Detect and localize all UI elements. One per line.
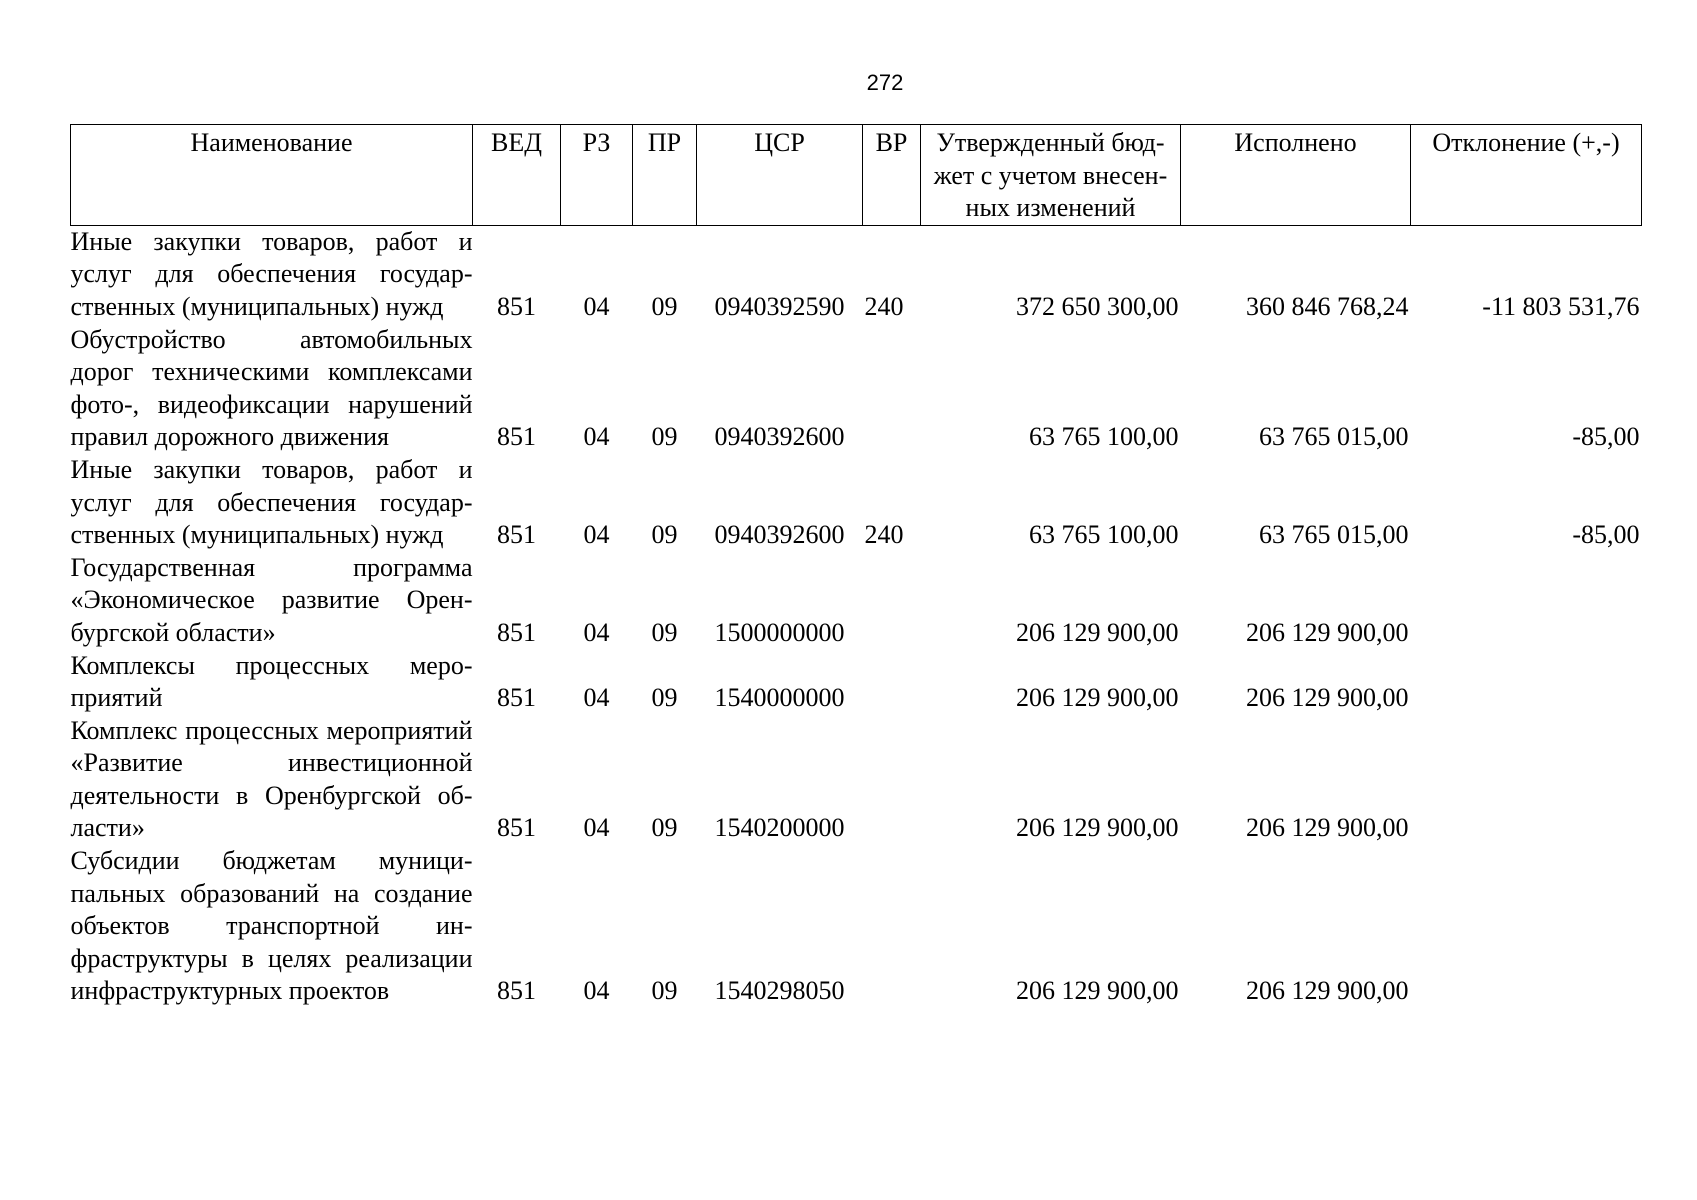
header-name: Наименование: [71, 125, 473, 226]
header-pr: ПР: [633, 125, 697, 226]
row-vr: [863, 650, 921, 715]
row-rz: 04: [583, 683, 610, 713]
row-pr: 09: [651, 976, 678, 1006]
row-deviation: -85,00: [1572, 422, 1640, 452]
row-ved: 851: [497, 291, 536, 321]
row-executed: 206 129 900,00: [1246, 813, 1409, 843]
row-rz: 04: [583, 520, 610, 550]
row-deviation: -11 803 531,76: [1482, 291, 1640, 321]
row-ved: 851: [497, 617, 536, 647]
row-name: Обустройство автомобильных дорог техническими комплексами фото-, видеофиксации нарушений правил дорожного движения: [70, 324, 473, 452]
header-vr: ВР: [863, 125, 921, 226]
row-name: Иные закупки товаров, работ и услуг для обеспечения государственных (муниципальных) нужд: [70, 226, 473, 321]
row-name: Комплекс процессных мероприятий «Развитие инвестиционной деятельности в Оренбургской области»: [70, 715, 473, 843]
row-pr: 09: [651, 683, 678, 713]
row-ved: 851: [497, 683, 536, 713]
row-ved: 851: [497, 520, 536, 550]
row-name: Субсидии бюджетам муниципальных образований на создание объектов транспортной инфраструктуры в целях реализации инфраструктурных проектов: [70, 846, 473, 1006]
row-deviation: -85,00: [1572, 520, 1640, 550]
row-ved: 851: [497, 976, 536, 1006]
row-vr: [863, 715, 921, 845]
table-row: [71, 225, 1642, 323]
row-pr: 09: [651, 520, 678, 550]
row-csr: 0940392600: [714, 422, 845, 452]
table-row: [71, 454, 1642, 552]
row-deviation: [1411, 552, 1642, 650]
row-deviation: [1411, 650, 1642, 715]
row-rz: 04: [583, 976, 610, 1006]
row-executed: 206 129 900,00: [1246, 683, 1409, 713]
header-rz: РЗ: [561, 125, 633, 226]
row-approved: 372 650 300,00: [1016, 291, 1179, 321]
row-ved: 851: [497, 422, 536, 452]
row-approved: 206 129 900,00: [1016, 683, 1179, 713]
row-pr: 09: [651, 813, 678, 843]
row-csr: 1540000000: [714, 683, 845, 713]
row-executed: 206 129 900,00: [1246, 617, 1409, 647]
row-executed: 63 765 015,00: [1259, 422, 1409, 452]
table-header-row: [71, 125, 1642, 226]
row-pr: 09: [651, 291, 678, 321]
row-csr: 1540200000: [714, 813, 845, 843]
row-executed: 360 846 768,24: [1246, 291, 1409, 321]
table-row: [71, 845, 1642, 1008]
row-approved: 206 129 900,00: [1016, 617, 1179, 647]
table-row: [71, 650, 1642, 715]
row-rz: 04: [583, 422, 610, 452]
budget-table: [70, 124, 1642, 1008]
row-rz: 04: [583, 813, 610, 843]
row-csr: 1500000000: [714, 617, 845, 647]
row-executed: 63 765 015,00: [1259, 520, 1409, 550]
row-rz: 04: [583, 291, 610, 321]
row-deviation: [1411, 715, 1642, 845]
row-approved: 206 129 900,00: [1016, 976, 1179, 1006]
row-vr: [863, 324, 921, 454]
row-pr: 09: [651, 617, 678, 647]
row-rz: 04: [583, 617, 610, 647]
row-deviation: [1411, 845, 1642, 1008]
row-vr: 240: [864, 291, 904, 321]
header-deviation: Отклонение (+,-): [1411, 125, 1642, 226]
header-ved: ВЕД: [473, 125, 561, 226]
row-name: Комплексы процессных мероприятий: [70, 650, 473, 713]
header-approved: Утвержденный бюд-жет с учетом внесен-ных изменений: [921, 125, 1181, 226]
row-name: Иные закупки товаров, работ и услуг для обеспечения государственных (муниципальных) нужд: [70, 454, 473, 550]
row-approved: 63 765 100,00: [1029, 422, 1179, 452]
row-approved: 63 765 100,00: [1029, 520, 1179, 550]
row-vr: [863, 845, 921, 1008]
row-csr: 0940392590: [714, 291, 845, 321]
table-row: [71, 552, 1642, 650]
row-vr: 240: [864, 520, 904, 550]
row-csr: 1540298050: [714, 976, 845, 1006]
row-pr: 09: [651, 422, 678, 452]
row-vr: [863, 552, 921, 650]
row-approved: 206 129 900,00: [1016, 813, 1179, 843]
row-executed: 206 129 900,00: [1246, 976, 1409, 1006]
header-csr: ЦСР: [697, 125, 863, 226]
row-name: Государственная программа «Экономическое развитие Оренбургской области»: [70, 552, 473, 647]
row-csr: 0940392600: [714, 520, 845, 550]
table-row: [71, 715, 1642, 845]
header-executed: Исполнено: [1181, 125, 1411, 226]
page-number: 272: [866, 70, 904, 95]
row-ved: 851: [497, 813, 536, 843]
table-row: [71, 324, 1642, 454]
